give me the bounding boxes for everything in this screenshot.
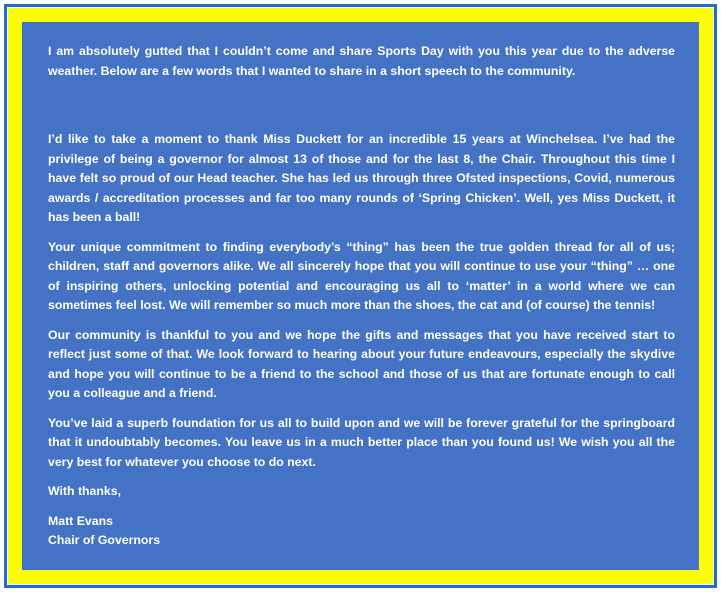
- closing-line: With thanks,: [48, 484, 121, 498]
- commitment-paragraph: Your unique commitment to finding everybody’s “thing” has been the true golden thread for all of us; children, staff and governors alike. We all sincerely hope that you will continue to use your “thing” … one of inspiring others, unlocking potential and encouraging us all to ‘matter’ in a world where we can sometimes feel lost. We will remember so much more than the shoes, the cat and (of course) the tennis!: [48, 239, 675, 312]
- foundation-paragraph: You’ve laid a superb foundation for us all to build upon and we will be forever grateful for the springboard that it undoubtably becomes. You leave us in a much better place than you found us! We wish you all the very best for whatever you choose to do next.: [48, 415, 675, 469]
- signature-name: Matt Evans: [48, 513, 113, 528]
- letter-panel: [22, 22, 699, 570]
- intro-paragraph: I am absolutely gutted that I couldn’t come and share Sports Day with you this year due to the adverse weather. Below are a few words that I wanted to share in a short speech to the community.: [48, 44, 675, 78]
- signature-block: [48, 512, 675, 551]
- signature-title: Chair of Governors: [48, 533, 161, 547]
- community-paragraph: Our community is thankful to you and we hope the gifts and messages that you have received start to reflect just some of that. We look forward to hearing about your future endeavours, especially the skydive and hope you will continue to be a friend to the school and those of us that are fortunate enough to call you a colleague and a friend.: [48, 327, 675, 400]
- thanks-paragraph: I’d like to take a moment to thank Miss Duckett for an incredible 15 years at Winchelsea. I’ve had the privilege of being a governor for almost 13 of those and for the last 8, the Chair. Throughout this time I have felt so proud of our Head teacher. She has led us through three Ofsted inspections, Covid, numerous awards / accreditation processes and far too many rounds of ‘Spring Chicken’. Well, yes Miss Duckett, it has been a ball!: [48, 132, 675, 224]
